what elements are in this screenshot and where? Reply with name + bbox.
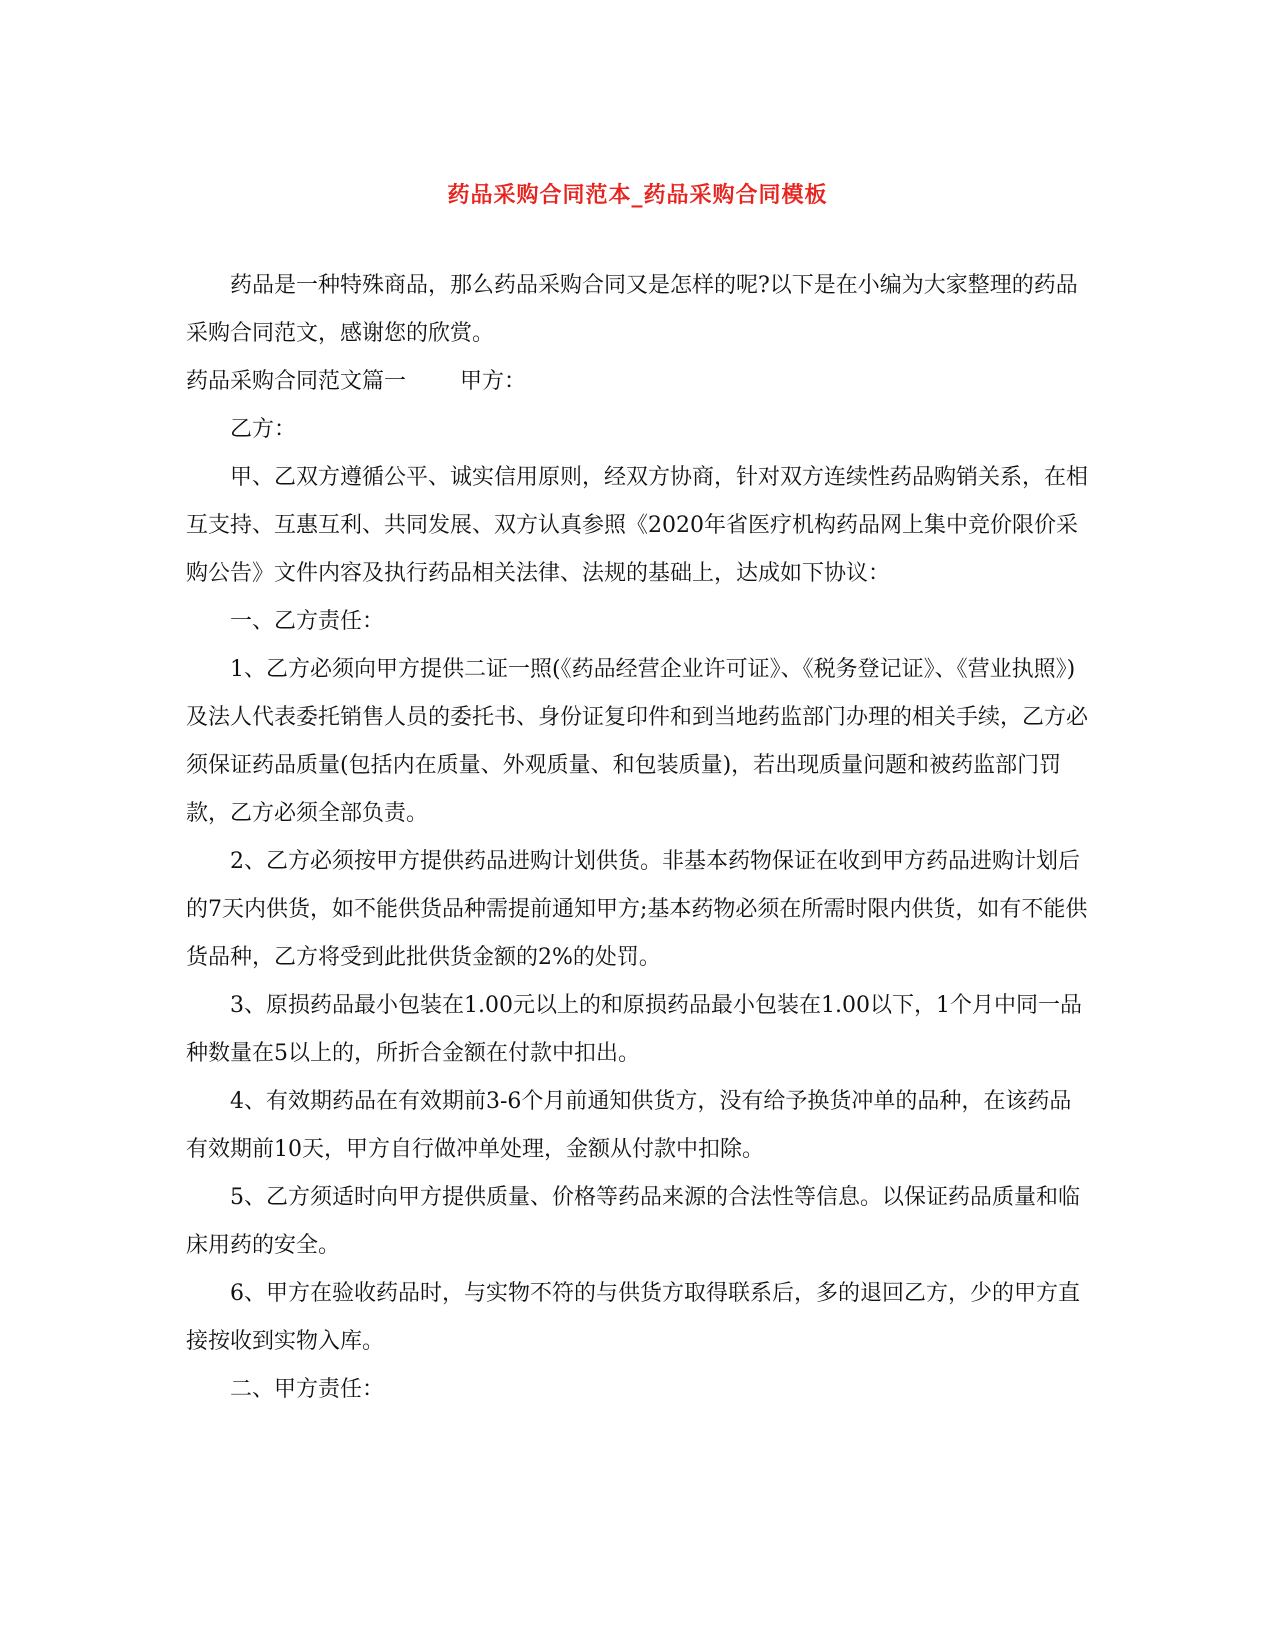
section-2-title: 二、甲方责任：: [230, 1377, 385, 1402]
contract-variant-label: 药品采购合同范文篇一: [186, 369, 407, 394]
section-1-title: 一、乙方责任：: [230, 609, 385, 634]
party-b-label: 乙方：: [230, 417, 297, 442]
document-title: 药品采购合同范本_药品采购合同模板: [447, 182, 828, 208]
clause-6: 6、甲方在验收药品时，与实物不符的与供货方取得联系后，多的退回乙方，少的甲方直接按收到实物入库。: [186, 1281, 1080, 1354]
clause-3: 3、原损药品最小包装在1.00元以上的和原损药品最小包装在1.00以下，1个月中同一品种数量在5以上的，所折合金额在付款中扣出。: [186, 993, 1082, 1066]
clause-2: 2、乙方必须按甲方提供药品进购计划供货。非基本药物保证在收到甲方药品进购计划后的7天内供货，如不能供货品种需提前通知甲方;基本药物必须在所需时限内供货，如有不能供货品种，乙方将受到此批供货金额的2%的处罚。: [186, 849, 1088, 970]
document-body: [186, 262, 1091, 1414]
clause-5: 5、乙方须适时向甲方提供质量、价格等药品来源的合法性等信息。以保证药品质量和临床用药的安全。: [186, 1185, 1080, 1258]
intro-paragraph: 药品是一种特殊商品，那么药品采购合同又是怎样的呢?以下是在小编为大家整理的药品采购合同范文，感谢您的欣赏。: [186, 273, 1078, 346]
clause-1: 1、乙方必须向甲方提供二证一照(《药品经营企业许可证》、《税务登记证》、《营业执照》)及法人代表委托销售人员的委托书、身份证复印件和到当地药监部门办理的相关手续，乙方必须保证药品质量(包括内在质量、外观质量、和包装质量)，若出现质量问题和被药监部门罚款，乙方必须全部负责。: [186, 657, 1089, 826]
preamble-paragraph: 甲、乙双方遵循公平、诚实信用原则，经双方协商，针对双方连续性药品购销关系，在相互支持、互惠互利、共同发展、双方认真参照《2020年省医疗机构药品网上集中竞价限价采购公告》文件内容及执行药品相关法律、法规的基础上，达成如下协议：: [186, 465, 1089, 586]
party-a-label: 甲方：: [460, 369, 527, 394]
clause-4: 4、有效期药品在有效期前3-6个月前通知供货方，没有给予换货冲单的品种，在该药品有效期前10天，甲方自行做冲单处理，金额从付款中扣除。: [186, 1089, 1072, 1162]
contract-heading-line: [186, 358, 1091, 406]
